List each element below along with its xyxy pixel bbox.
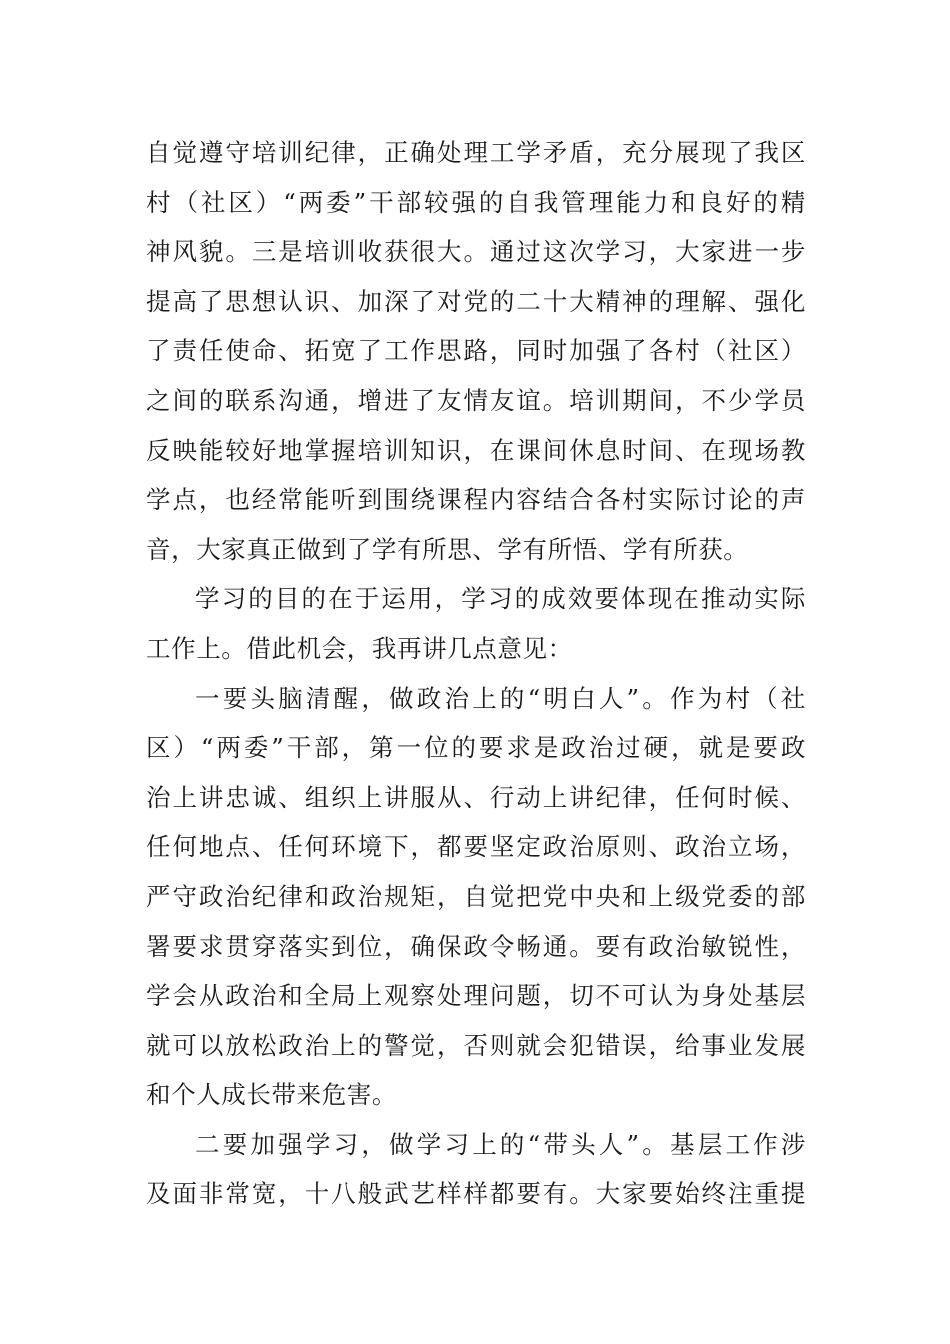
paragraph-start-line: 学习的目的在于运用，学习的成效要体现在推动实际 bbox=[195, 584, 806, 614]
body-text bbox=[146, 128, 806, 1219]
text-line: 治上讲忠诚、组织上讲服从、行动上讲纪律，任何时候、 bbox=[146, 782, 806, 812]
text-line: 及面非常宽，十八般武艺样样都要有。大家要始终注重提 bbox=[146, 1179, 806, 1209]
paragraph-start-line: 二要加强学习，做学习上的“带头人”。基层工作涉 bbox=[195, 1129, 806, 1159]
paragraph-start-line: 一要头脑清醒，做政治上的“明白人”。作为村（社 bbox=[195, 683, 806, 713]
text-line: 音，大家真正做到了学有所思、学有所悟、学有所获。 bbox=[146, 534, 749, 564]
text-line: 村（社区）“两委”干部较强的自我管理能力和良好的精 bbox=[146, 187, 806, 217]
text-line: 了责任使命、拓宽了工作思路，同时加强了各村（社区） bbox=[146, 336, 806, 366]
text-line: 任何地点、任何环境下，都要坚定政治原则、政治立场， bbox=[146, 832, 806, 862]
text-line: 工作上。借此机会，我再讲几点意见： bbox=[146, 633, 573, 663]
text-line: 反映能较好地掌握培训知识，在课间休息时间、在现场教 bbox=[146, 435, 806, 465]
text-line: 区）“两委”干部，第一位的要求是政治过硬，就是要政 bbox=[146, 733, 806, 763]
text-line: 署要求贯穿落实到位，确保政令畅通。要有政治敏锐性， bbox=[146, 931, 806, 961]
text-line: 神风貌。三是培训收获很大。通过这次学习，大家进一步 bbox=[146, 237, 806, 267]
text-line: 严守政治纪律和政治规矩，自觉把党中央和上级党委的部 bbox=[146, 881, 806, 911]
text-line: 学点，也经常能听到围绕课程内容结合各村实际讨论的声 bbox=[146, 485, 806, 515]
text-line: 提高了思想认识、加深了对党的二十大精神的理解、强化 bbox=[146, 286, 806, 316]
text-line: 自觉遵守培训纪律，正确处理工学矛盾，充分展现了我区 bbox=[146, 138, 806, 167]
text-line: 之间的联系沟通，增进了友情友谊。培训期间，不少学员 bbox=[146, 385, 806, 415]
text-line: 和个人成长带来危害。 bbox=[146, 1080, 397, 1110]
text-line: 学会从政治和全局上观察处理问题，切不可认为身处基层 bbox=[146, 981, 806, 1011]
text-line: 就可以放松政治上的警觉，否则就会犯错误，给事业发展 bbox=[146, 1030, 806, 1060]
